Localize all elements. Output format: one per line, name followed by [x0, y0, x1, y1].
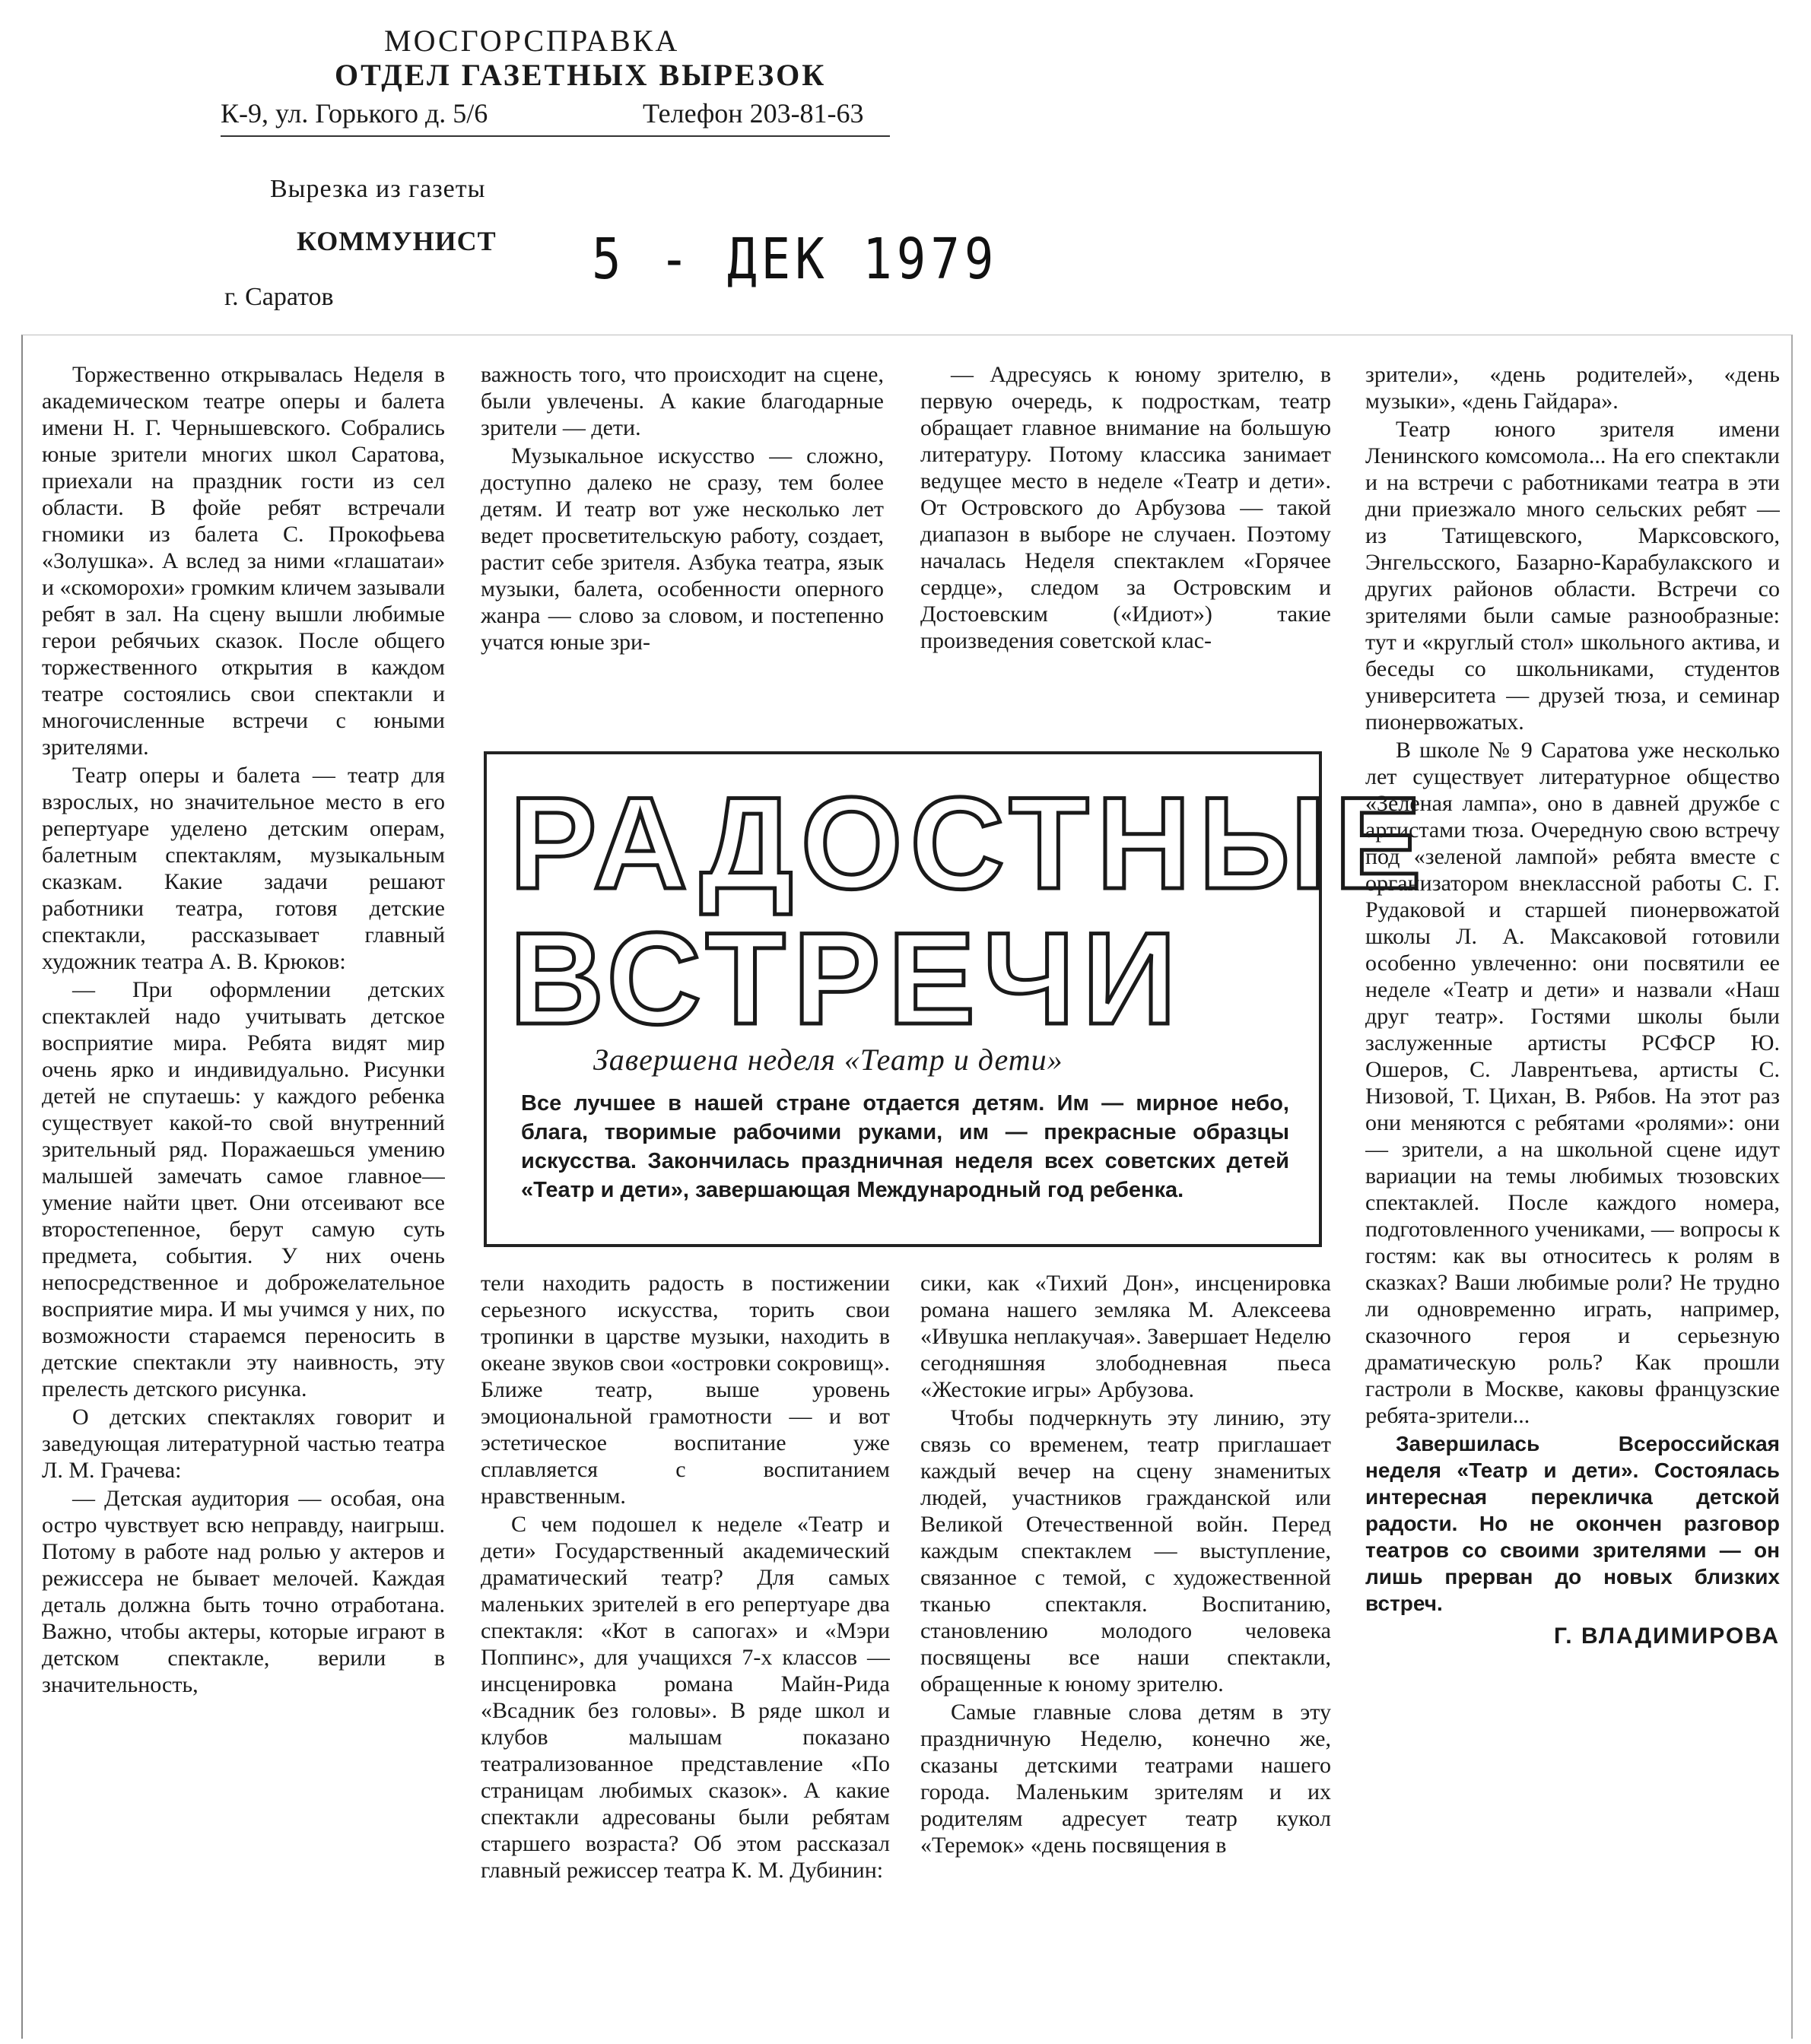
paragraph: — Детская аудитория — особая, она остро чувствует всю неправду, наигрыш. Потому в работе над ролью у актеров и режиссера не бывает мелочей. Каждая деталь должна быть точно отработана. Важно, чтобы актеры, которые играют в детском спектакле, верили в значительность,: [42, 1486, 445, 1697]
paragraph: В школе № 9 Саратова уже несколько лет существует литературное общество «Зеленая лампа», оно в давней дружбе с артистами тюза. Очередную свою встречу под «зеленой лампой» ребята вместе с организатором внеклассной работы С. Г. Рудаковой и старшей пионервожатой школы Л. А. Максаковой готовили особенно увлеченно: они посвятили ее неделе «Театр и дети» и назвали «Наш друг театр». Гостями школы были заслуженные артисты РСФСР Ю. Ошеров, С. Лаврентьева, артисты С. Низовой, Т. Цихан, В. Рябов. На этот раз они меняются с ребятами «ролями»: они — зрители, а на школьной сцене идут вариации на темы любимых тюзовских спектаклей. После каждого номера, подготовленного учениками, — вопросы к гостям: как вы относитесь к ролям в сказках? Ваши любимые роли? Не трудно ли одновременно играть, например, сказочного героя и серьезную драматическую роль? Как прошли гастроли в Москве, каковы французские ребята-зрители...: [1365, 738, 1780, 1428]
paragraph: С чем подошел к неделе «Театр и дети» Государственный академический драматический театр? Для самых маленьких зрителей в его репертуаре два спектакля: «Кот в сапогах» и «Мэри Поппинс», для учащихся 7-х классов — инсценировка романа Майн-Рида «Всадник без головы». В ряде школ и клубов малышам показано театрализованное представление «По страницам любимых сказок». А какие спектакли адресованы были ребятам старшего возраста? Об этом рассказал главный режиссер театра К. М. Дубинин:: [481, 1512, 890, 1883]
paragraph: тели находить радость в постижении серьезного искусства, торить свои тропинки в царстве музыки, находить в океане звуков свои «островки сокровищ». Ближе театр, выше уровень эмоциональной грамотности — и вот эстетическое воспитание уже сплавляется с воспитанием нравственным.: [481, 1271, 890, 1509]
headline: [510, 770, 1429, 1052]
paragraph: Музыкальное искусство — сложно, доступно далеко не сразу, тем более детям. И театр вот уже несколько лет ведет просветительскую работу, создает, растит себе зрителя. Азбука театра, язык музыки, балета, особенности оперного жанра — слово за словом, и постепенно учатся юные зри-: [481, 443, 884, 655]
paragraph: сики, как «Тихий Дон», инсценировка романа нашего земляка М. Алексеева «Ивушка неплакучая». Завершает Неделю сегодняшняя злободневная пьеса «Жестокие игры» Арбузова.: [920, 1271, 1331, 1402]
paragraph: Самые главные слова детям в эту праздничную Неделю, конечно же, сказаны детскими театрами нашего города. Маленьким зрителям и их родителям адресует театр кукол «Теремок» «день посвящения в: [920, 1700, 1331, 1858]
lead-paragraph: Все лучшее в нашей стране отдается детям. Им — мирное небо, блага, творимые рабочими руками, им — прекрасные образцы искусства. Закончилась праздничная неделя всех советских детей «Театр и дети», завершающая Международный год ребенка.: [521, 1091, 1289, 1202]
paragraph: важность того, что происходит на сцене, были увлечены. А какие благодарные зрители — дети.: [481, 362, 884, 440]
author-signature: Г. ВЛАДИМИРОВА: [1554, 1623, 1780, 1649]
paragraph: О детских спектаклях говорит и заведующая литературной частью театра Л. М. Грачева:: [42, 1404, 445, 1483]
subheadline: Завершена неделя «Театр и дети»: [593, 1043, 1063, 1077]
paragraph: Театр оперы и балета — театр для взрослых, но значительное место в его репертуаре уделено детским операм, балетным спектаклям, музыкальным сказкам. Какие задачи решают работники театра, готовя детские спектакли, рассказывает главный художник театра А. В. Крюков:: [42, 763, 445, 974]
department-name: ОТДЕЛ ГАЗЕТНЫХ ВЫРЕЗОК: [335, 58, 827, 92]
article-column-2-bottom: [481, 1270, 890, 2030]
paragraph: Театр юного зрителя имени Ленинского комсомола... На его спектакли и на встречи с работниками театра в эти дни приезжало много сельских ребят — из Татищевского, Марксовского, Энгельсского, Базарно-Карабулакского и других районов области. Встречи со зрителями были самые разнообразные: тут и «круглый стол» школьного актива, и беседы со школьниками, студентов университета — друзей тюза, и семинар пионервожатых.: [1365, 417, 1780, 735]
paragraph: Торжественно открывалась Неделя в академическом театре оперы и балета имени Н. Г. Чернышевского. Собрались юные зрители многих школ Саратова, приехали на праздник гости из сел области. В фойе ребят встречали гномики из балета С. Прокофьева «Золушка». А вслед за ними «глашатаи» и «скоморохи» громким кличем зазывали ребят в зал. На сцену вышли любимые герои ребячьих сказок. После общего торжественного открытия в каждом театре состоялись свои спектакли и многочисленные встречи с юными зрителями.: [42, 362, 445, 760]
article-column-1: [42, 361, 445, 2030]
newspaper-city: г. Саратов: [224, 283, 334, 311]
article-column-3-top: [920, 361, 1331, 730]
headline-box: [484, 751, 1429, 1247]
headline-line-1: РАДОСТНЫЕ: [510, 770, 1429, 916]
article-column-4: [1365, 361, 1780, 2030]
paragraph: Чтобы подчеркнуть эту линию, эту связь со временем, театр приглашает каждый вечер на сцену знаменитых людей, участников гражданской или Великой Отечественной войн. Перед каждым спектаклем — выступление, связанное с темой, с художественной тканью спектакля. Воспитанию, становлению молодого человека посвящены все наши спектакли, обращенные к юному зрителю.: [920, 1405, 1331, 1696]
article-column-3-bottom: [920, 1270, 1331, 2030]
paragraph: — При оформлении детских спектаклей надо учитывать детское восприятие мира. Ребята видят мир очень ярко и индивидуально. Рисунки детей не спутаешь: у каждого ребенка существует какой-то свой внутренний зрительный ряд. Поражаешься умению малышей замечать самое главное— умение найти цвет. Они отсеивают все второстепенное, берут самую суть предмета, события. У них очень непосредственное и доброжелательное восприятие мира. И мы учимся у них, по возможности стараемся переносить в детские спектакли эту наивность, эту прелесть детского рисунка.: [42, 977, 445, 1401]
paragraph: зрители», «день родителей», «день музыки», «день Гайдара».: [1365, 362, 1780, 414]
agency-phone: Телефон 203-81-63: [643, 98, 864, 129]
agency-name: МОСГОРСПРАВКА: [384, 24, 680, 58]
conclusion-paragraph: Завершилась Всероссийская неделя «Театр и дети». Состоялась интересная перекличка детской радости. Но не окончен разговор театров со своими зрителями — он лишь прерван до новых близких встреч.: [1365, 1432, 1780, 1615]
stamp-divider: [221, 135, 890, 137]
date-stamp: 5 - ДЕК 1979: [592, 227, 999, 293]
clipping-from-label: Вырезка из газеты: [270, 175, 486, 203]
article-column-2-top: [481, 361, 884, 730]
headline-line-2: ВСТРЕЧИ: [510, 906, 1184, 1052]
paragraph: — Адресуясь к юному зрителю, в первую очередь, к подросткам, театр обращает главное внимание на большую литературу. Потому классика занимает ведущее место в неделе «Театр и дети». От Островского до Арбузова — такой диапазон в выборе не случаен. Поэтому началась Неделя спектаклем «Горячее сердце», следом за Островским и Достоевским («Идиот») такие произведения советской клас-: [920, 362, 1331, 653]
agency-address: К-9, ул. Горького д. 5/6: [221, 98, 488, 129]
newspaper-name: КОММУНИСТ: [297, 226, 497, 256]
